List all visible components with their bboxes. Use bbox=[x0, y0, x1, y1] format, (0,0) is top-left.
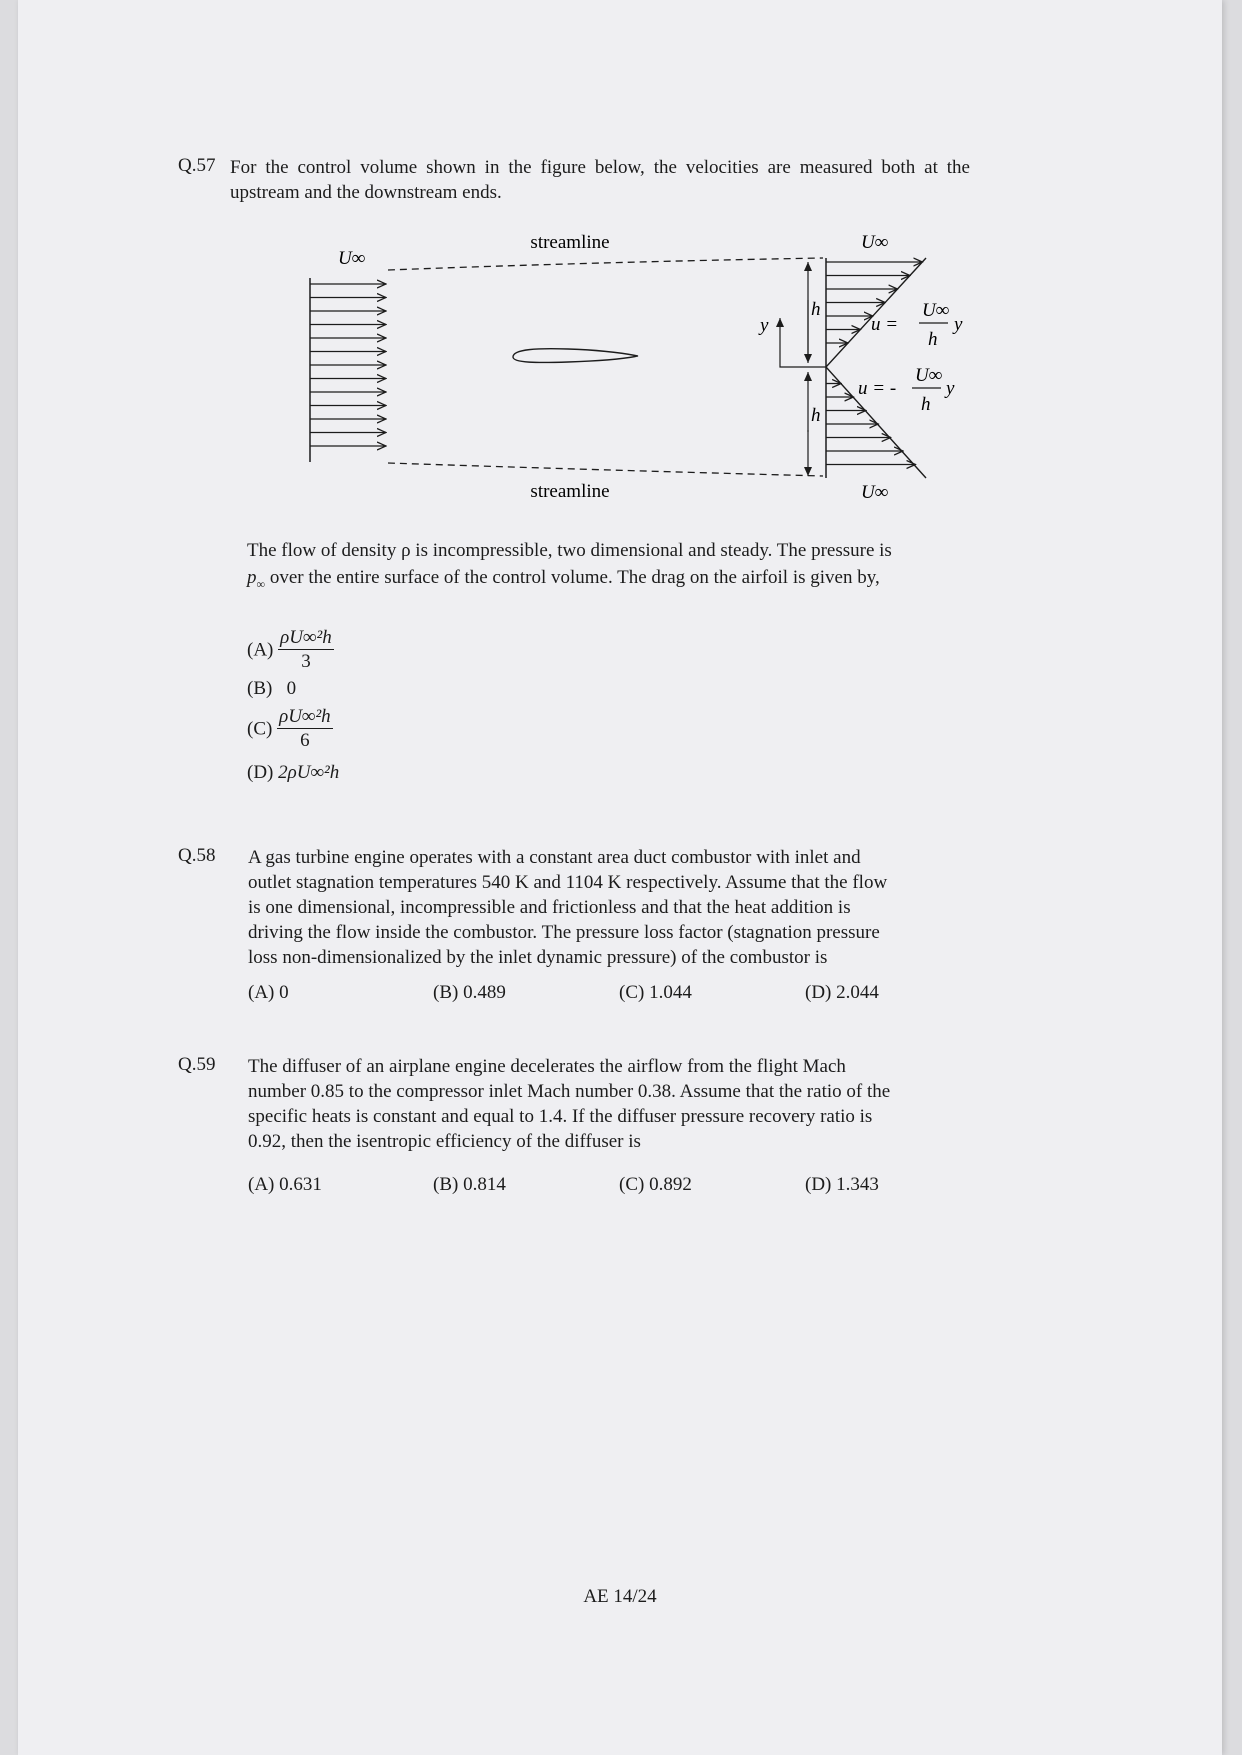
option-57-b-value: 0 bbox=[286, 678, 297, 699]
option-57-c-label: (C) bbox=[247, 718, 273, 740]
option-57-c-fraction bbox=[277, 706, 333, 753]
streamline-bottom-label: streamline bbox=[530, 481, 610, 502]
u-inf-upstream-label: U∞ bbox=[338, 248, 366, 269]
downstream-velocity-envelope bbox=[826, 258, 926, 478]
h-lower-label: h bbox=[811, 405, 821, 426]
upper-profile-y: y bbox=[954, 314, 963, 335]
question-number-57: Q.57 bbox=[178, 155, 216, 176]
lower-streamline bbox=[388, 463, 823, 476]
option-57-a-numerator: ρU∞²h bbox=[280, 627, 332, 648]
question-59-line: specific heats is constant and equal to 1.4. If the diffuser pressure recovery ratio is bbox=[248, 1106, 873, 1127]
upstream-velocity-arrows bbox=[310, 284, 386, 446]
option-58-a[interactable]: (A) 0 bbox=[248, 982, 289, 1003]
lower-profile-frac-den: h bbox=[921, 394, 931, 415]
option-57-b-label: (B) bbox=[247, 678, 273, 699]
option-59-b[interactable]: (B) 0.814 bbox=[433, 1174, 506, 1195]
question-59-line: number 0.85 to the compressor inlet Mach number 0.38. Assume that the ratio of the bbox=[248, 1081, 891, 1102]
option-57-a-denominator: 3 bbox=[301, 651, 311, 672]
question-58-line: is one dimensional, incompressible and frictionless and that the heat addition is bbox=[248, 897, 851, 918]
question-57-statement-line2-wrap bbox=[247, 565, 977, 597]
option-58-b[interactable]: (B) 0.489 bbox=[433, 982, 506, 1003]
question-59-line: The diffuser of an airplane engine decelerates the airflow from the flight Mach bbox=[248, 1056, 846, 1077]
question-number-59: Q.59 bbox=[178, 1054, 216, 1075]
question-number-58: Q.58 bbox=[178, 845, 216, 866]
pressure-subscript: ∞ bbox=[256, 576, 266, 591]
downstream-velocity-arrows bbox=[826, 262, 922, 465]
y-axis-indicator bbox=[780, 318, 826, 367]
question-57-intro: For the control volume shown in the figure below, the velocities are measured both at the upstream and the downstream ends. bbox=[230, 157, 970, 203]
u-inf-top-right-label: U∞ bbox=[861, 232, 889, 253]
option-59-a[interactable]: (A) 0.631 bbox=[248, 1174, 322, 1195]
pressure-symbol: p bbox=[247, 567, 257, 588]
u-inf-bottom-right-label: U∞ bbox=[861, 482, 889, 503]
upper-profile-equation: u = bbox=[871, 314, 899, 335]
question-57-statement-line1: The flow of density ρ is incompressible, two dimensional and steady. The pressure is bbox=[247, 540, 892, 561]
upper-profile-frac-den: h bbox=[928, 329, 938, 350]
question-59-line: 0.92, then the isentropic efficiency of the diffuser is bbox=[248, 1131, 641, 1152]
option-57-a-label: (A) bbox=[247, 639, 274, 661]
y-label: y bbox=[760, 315, 769, 336]
page-footer: AE 14/24 bbox=[583, 1586, 657, 1607]
question-58-line: A gas turbine engine operates with a constant area duct combustor with inlet and bbox=[248, 847, 861, 868]
option-57-d[interactable] bbox=[247, 762, 339, 784]
lower-profile-y: y bbox=[946, 378, 955, 399]
question-58-text bbox=[248, 845, 970, 970]
question-57-statement-line2: over the entire surface of the control volume. The drag on the airfoil is given by, bbox=[269, 567, 880, 588]
option-58-c[interactable]: (C) 1.044 bbox=[619, 982, 692, 1003]
option-58-d[interactable]: (D) 2.044 bbox=[805, 982, 879, 1003]
question-58-line: outlet stagnation temperatures 540 K and 1104 K respectively. Assume that the flow bbox=[248, 872, 888, 893]
option-57-b[interactable] bbox=[247, 678, 296, 700]
question-59-text bbox=[248, 1054, 970, 1154]
upper-profile-frac-num: U∞ bbox=[922, 300, 950, 321]
option-57-c[interactable] bbox=[247, 706, 333, 753]
question-58-line: loss non-dimensionalized by the inlet dynamic pressure) of the combustor is bbox=[248, 947, 828, 968]
option-57-a[interactable] bbox=[247, 627, 334, 674]
airfoil-shape bbox=[513, 349, 638, 363]
h-upper-label: h bbox=[811, 299, 821, 320]
streamline-top-label: streamline bbox=[530, 232, 610, 253]
option-57-d-value: 2ρU∞²h bbox=[278, 762, 340, 783]
exam-page bbox=[18, 0, 1222, 1755]
option-59-d[interactable]: (D) 1.343 bbox=[805, 1174, 879, 1195]
upper-streamline bbox=[388, 258, 823, 270]
lower-profile-equation: u = - bbox=[858, 378, 897, 399]
option-57-d-label: (D) bbox=[247, 762, 274, 783]
lower-profile-frac-num: U∞ bbox=[915, 365, 943, 386]
option-57-a-fraction bbox=[278, 627, 334, 674]
control-volume-figure bbox=[18, 0, 1222, 560]
option-57-c-numerator: ρU∞²h bbox=[279, 706, 331, 727]
question-58-line: driving the flow inside the combustor. The pressure loss factor (stagnation pressure bbox=[248, 922, 880, 943]
option-59-c[interactable]: (C) 0.892 bbox=[619, 1174, 692, 1195]
option-57-c-denominator: 6 bbox=[300, 730, 310, 751]
